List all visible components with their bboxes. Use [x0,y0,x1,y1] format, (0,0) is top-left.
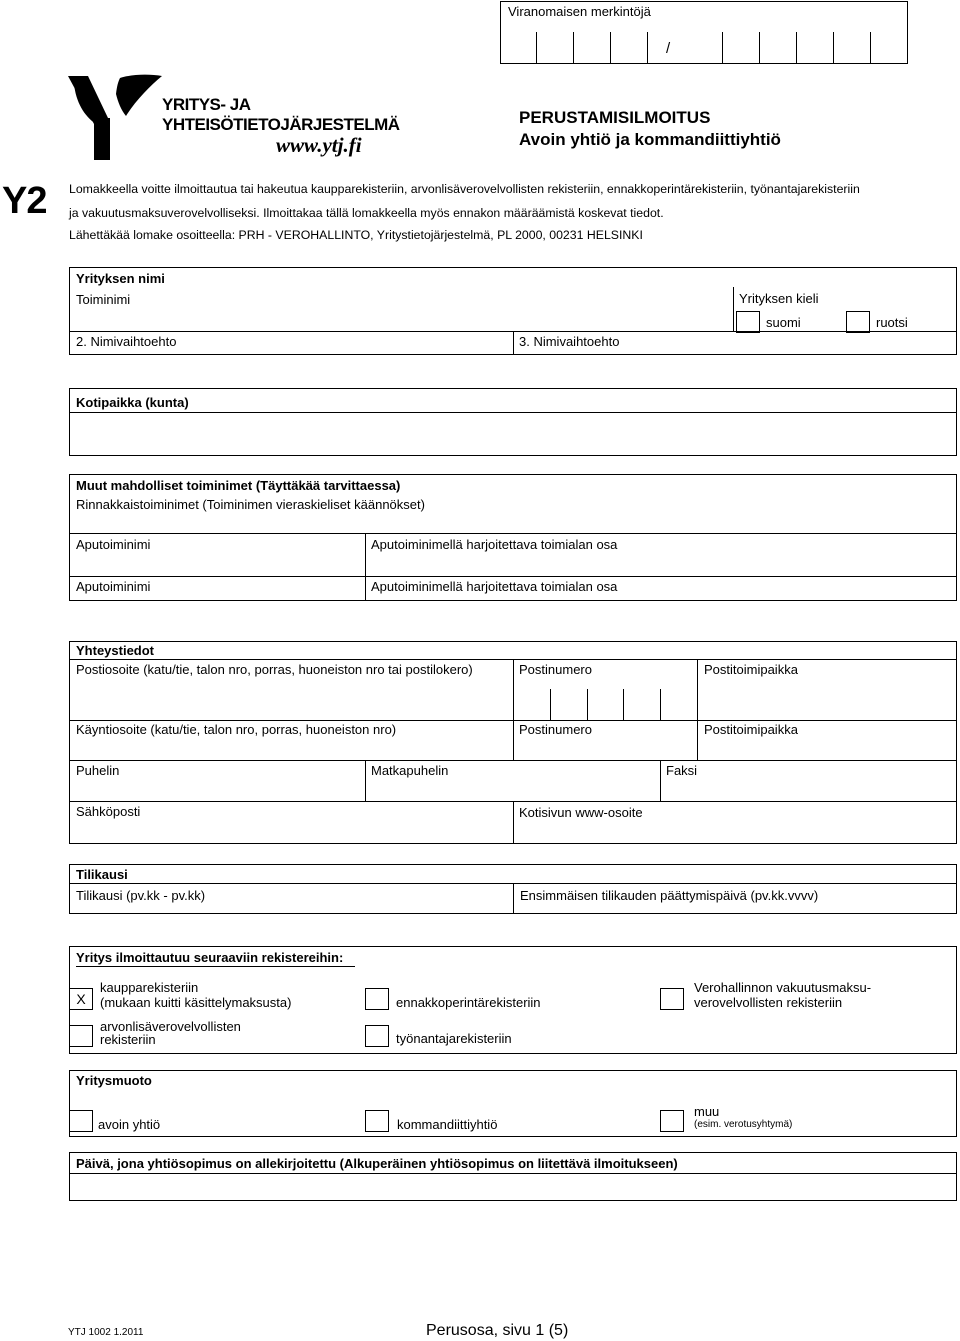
insurance-register-line1: Verohallinnon vakuutusmaksu- [694,980,872,995]
trade-register-checkbox[interactable]: X [69,988,93,1010]
post-office-field[interactable]: Postitoimipaikka [704,662,798,677]
visiting-address-field[interactable]: Käyntiosoite (katu/tie, talon nro, porras, huoneiston nro) [76,722,397,737]
company-form-box [69,1070,957,1137]
other-form-checkbox[interactable] [660,1110,684,1132]
employer-register-checkbox[interactable] [365,1025,389,1047]
agreement-heading: Päivä, jona yhtiösopimus on allekirjoitettu (Alkuperäinen yhtiösopimus on liitettävä ilmoitukseen) [76,1156,678,1171]
other-form-label: muu [694,1104,720,1119]
general-partnership-label: avoin yhtiö [98,1117,161,1132]
vat-register-checkbox[interactable] [69,1025,93,1047]
lang-sv-checkbox[interactable] [846,311,870,333]
logo-line1: YRITYS- JA [162,95,251,114]
alt-name-3-field[interactable]: 3. Nimivaihtoehto [519,334,620,349]
limited-partnership-checkbox[interactable] [365,1110,389,1132]
prepayment-register-checkbox[interactable] [365,988,389,1010]
insurance-register-line2: verovelvollisten rekisteriin [694,995,843,1010]
phone-field[interactable]: Puhelin [76,763,120,778]
company-language-label: Yrityksen kieli [739,291,819,306]
trade-register-line1: kaupparekisteriin [100,980,199,995]
website-field[interactable]: Kotisivun www-osoite [519,805,643,820]
authority-label: Viranomaisen merkintöjä [508,4,651,19]
vat-register-line2: rekisteriin [100,1032,156,1047]
alt-name-2-field[interactable]: 2. Nimivaihtoehto [76,334,177,349]
footer-code: YTJ 1002 1.2011 [68,1327,144,1338]
aux-name-1-field[interactable]: Aputoiminimi [76,537,151,552]
domicile-heading: Kotipaikka (kunta) [76,395,189,410]
email-field[interactable]: Sähköposti [76,804,141,819]
company-form-heading: Yritysmuoto [76,1073,152,1088]
vat-register-line1: arvonlisäverovelvollisten [100,1019,241,1034]
fiscal-period-field[interactable]: Tilikausi (pv.kk - pv.kk) [76,888,206,903]
authority-slash: / [666,40,671,57]
postal-address-field[interactable]: Postiosoite (katu/tie, talon nro, porras, huoneiston nro tai postilokero) [76,662,473,677]
company-name-heading: Yrityksen nimi [76,271,165,286]
form-title: PERUSTAMISILMOITUS [519,108,711,127]
prepayment-register-label: ennakkoperintärekisteriin [396,995,541,1010]
fiscal-heading: Tilikausi [76,867,128,882]
registers-heading-underline [76,966,355,967]
other-names-heading: Muut mahdolliset toiminimet (Täyttäkää tarvittaessa) [76,478,401,493]
logo-line2: YHTEISÖTIETOJÄRJESTELMÄ [162,115,400,134]
aux-business-2-field[interactable]: Aputoiminimellä harjoitettava toimialan osa [371,579,618,594]
insurance-register-checkbox[interactable] [660,988,684,1010]
visiting-postal-code-field[interactable]: Postinumero [519,722,592,737]
ytj-logo-icon [66,72,166,164]
mobile-field[interactable]: Matkapuhelin [371,763,449,778]
aux-business-1-field[interactable]: Aputoiminimellä harjoitettava toimialan osa [371,537,618,552]
form-subtitle: Avoin yhtiö ja kommandiittiyhtiö [519,130,781,149]
contact-heading: Yhteystiedot [76,643,155,658]
domicile-box [69,388,957,456]
form-code: Y2 [2,180,47,222]
parallel-names-field[interactable]: Rinnakkaistoiminimet (Toiminimen vieraskieliset käännökset) [76,497,425,512]
visiting-post-office-field[interactable]: Postitoimipaikka [704,722,798,737]
logo-url: www.ytj.fi [276,133,362,157]
trade-register-line2: (mukaan kuitti käsittelymaksusta) [100,995,292,1010]
intro-line3: Lähettäkää lomake osoitteella: PRH - VEROHALLINTO, Yritystietojärjestelmä, PL 2000, 00231 HELSINKI [69,228,643,242]
employer-register-label: työnantajarekisteriin [396,1031,512,1046]
intro-line1: Lomakkeella voitte ilmoittautua tai hakeutua kaupparekisteriin, arvonlisäverovelvollisten rekisteriin, ennakkoperintärekisteriin, työnantajarekisteriin [69,182,860,196]
lang-fi-checkbox[interactable] [736,311,760,333]
first-fiscal-end-field[interactable]: Ensimmäisen tilikauden päättymispäivä (pv.kk.vvvv) [520,888,819,903]
trade-name-field[interactable]: Toiminimi [76,292,131,307]
postal-code-field[interactable]: Postinumero [519,662,592,677]
other-form-note: (esim. verotusyhtymä) [694,1119,793,1130]
lang-fi-label: suomi [766,315,801,330]
lang-sv-label: ruotsi [876,315,908,330]
fax-field[interactable]: Faksi [666,763,698,778]
general-partnership-checkbox[interactable] [69,1110,93,1132]
footer-page: Perusosa, sivu 1 (5) [426,1322,569,1339]
aux-name-2-field[interactable]: Aputoiminimi [76,579,151,594]
limited-partnership-label: kommandiittiyhtiö [397,1117,498,1132]
registers-heading: Yritys ilmoittautuu seuraaviin rekistereihin: [76,950,344,965]
intro-line2: ja vakuutusmaksuverovelvolliseksi. Ilmoittakaa tällä lomakkeella myös ennakon määräämistä koskevat tiedot. [69,206,664,220]
